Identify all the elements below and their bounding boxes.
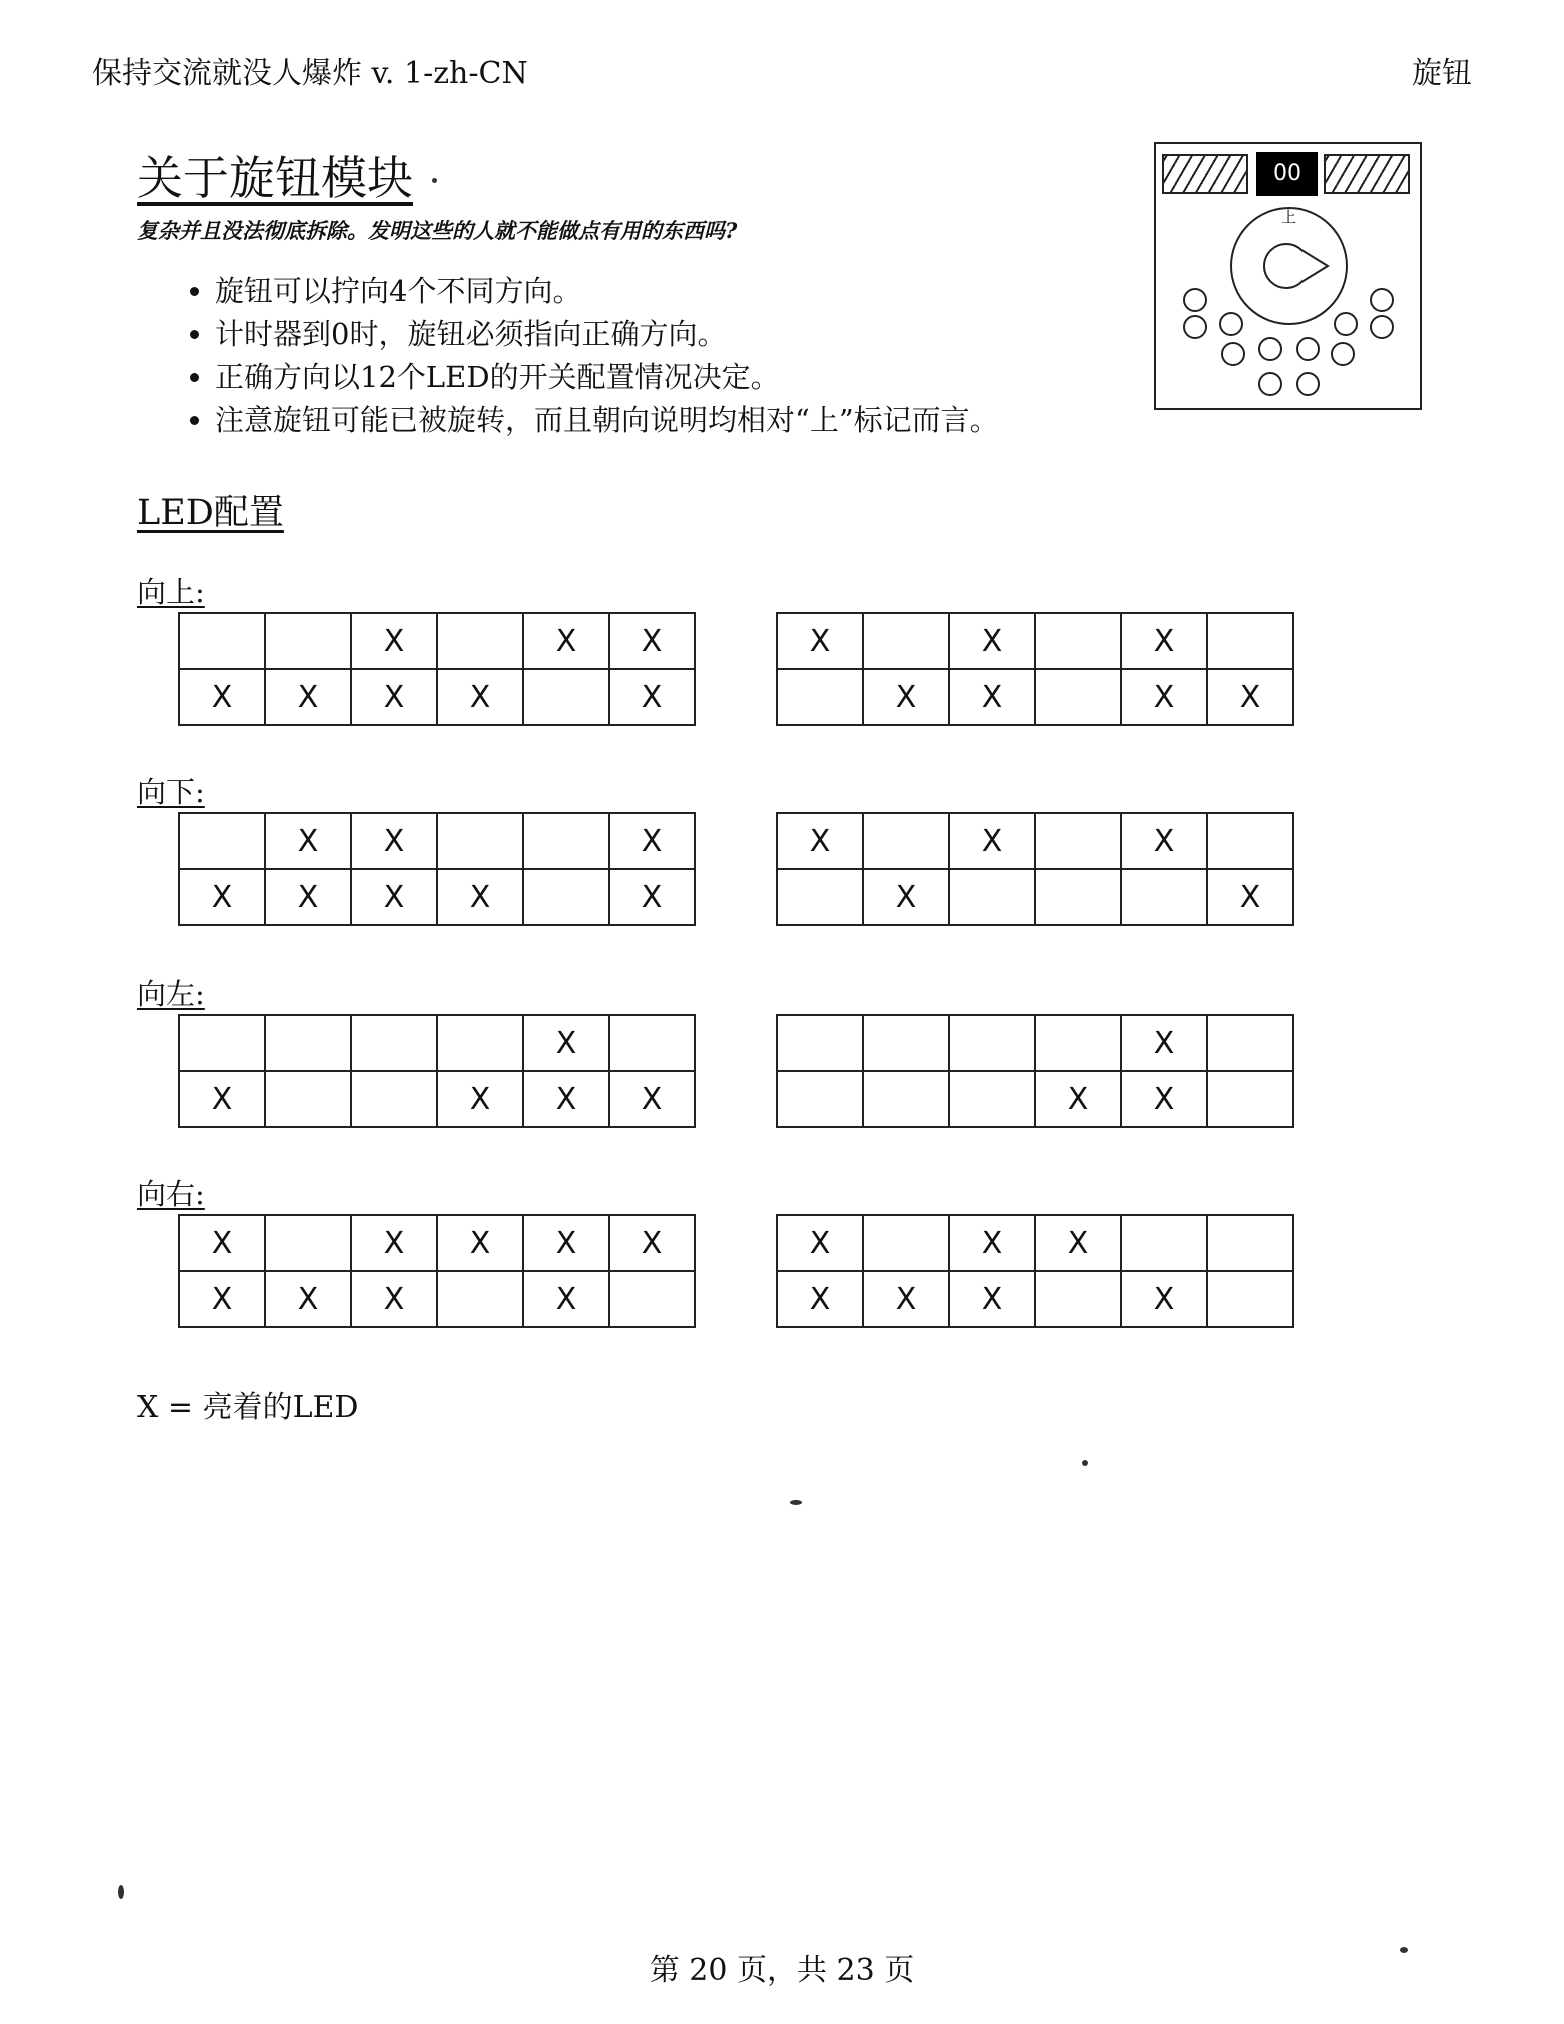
led-cell <box>777 869 863 925</box>
led-cell: X <box>523 1015 609 1071</box>
led-row <box>179 669 695 725</box>
led-icon <box>1259 373 1281 395</box>
led-cell: X <box>437 1215 523 1271</box>
led-indicators <box>1184 289 1393 395</box>
led-cell <box>265 1071 351 1127</box>
led-cell <box>949 869 1035 925</box>
rules-list <box>160 270 999 442</box>
led-cell <box>1121 869 1207 925</box>
scan-speck <box>1082 1460 1088 1466</box>
led-cell: X <box>863 869 949 925</box>
scan-speck <box>432 178 437 183</box>
led-cell <box>351 1015 437 1071</box>
led-row <box>179 869 695 925</box>
led-cell: X <box>777 1271 863 1327</box>
led-cell: X <box>863 1271 949 1327</box>
led-cell: X <box>609 669 695 725</box>
led-cell <box>863 1071 949 1127</box>
timer-display: 00 <box>1256 152 1318 196</box>
led-cell <box>863 1015 949 1071</box>
led-grid <box>776 1014 1294 1128</box>
led-icon <box>1184 316 1206 338</box>
led-cell: X <box>609 613 695 669</box>
led-cell <box>1207 613 1293 669</box>
led-cell: X <box>265 1271 351 1327</box>
led-cell: X <box>351 669 437 725</box>
led-cell <box>265 613 351 669</box>
led-cell: X <box>1121 1071 1207 1127</box>
led-cell: X <box>949 813 1035 869</box>
led-cell: X <box>437 1071 523 1127</box>
led-cell: X <box>523 1215 609 1271</box>
led-cell: X <box>351 1271 437 1327</box>
led-cell: X <box>1121 1015 1207 1071</box>
led-cell <box>863 613 949 669</box>
led-cell <box>777 1071 863 1127</box>
section-title: LED配置 <box>137 493 284 533</box>
led-cell: X <box>863 669 949 725</box>
led-cell: X <box>351 869 437 925</box>
led-cell: X <box>179 1271 265 1327</box>
led-cell <box>1207 1071 1293 1127</box>
scan-speck <box>790 1500 802 1505</box>
page-footer: 第 20 页，共 23 页 <box>649 1953 915 1988</box>
led-cell <box>1035 1015 1121 1071</box>
led-row <box>777 1215 1293 1271</box>
led-cell <box>949 1071 1035 1127</box>
scan-speck <box>118 1885 124 1899</box>
led-icon <box>1222 343 1244 365</box>
led-cell <box>777 1015 863 1071</box>
led-cell: X <box>523 1271 609 1327</box>
led-cell: X <box>609 1215 695 1271</box>
rule-item: • 正确方向以12个LED的开关配置情况决定。 <box>215 356 999 399</box>
knob-pointer-icon <box>1302 250 1328 282</box>
led-cell <box>863 1215 949 1271</box>
led-cell <box>1035 813 1121 869</box>
led-cell: X <box>949 1215 1035 1271</box>
led-cell: X <box>265 813 351 869</box>
led-cell: X <box>609 869 695 925</box>
led-cell: X <box>179 669 265 725</box>
led-icon <box>1335 313 1357 335</box>
legend: X = 亮着的LED <box>137 1390 359 1425</box>
direction-label: 向下: <box>137 775 205 809</box>
led-row <box>179 1015 695 1071</box>
led-cell <box>1207 1215 1293 1271</box>
led-row <box>179 1071 695 1127</box>
led-cell: X <box>1121 613 1207 669</box>
led-grid <box>776 812 1294 926</box>
led-cell <box>1207 1015 1293 1071</box>
led-cell: X <box>351 813 437 869</box>
led-cell <box>777 669 863 725</box>
led-cell: X <box>1035 1215 1121 1271</box>
led-row <box>777 813 1293 869</box>
led-row <box>179 813 695 869</box>
led-cell: X <box>265 869 351 925</box>
led-cell <box>1207 1271 1293 1327</box>
led-cell <box>1035 869 1121 925</box>
direction-label: 向上: <box>137 575 205 609</box>
header-manual-title: 保持交流就没人爆炸 v. 1-zh-CN <box>92 56 528 91</box>
led-cell <box>437 613 523 669</box>
led-row <box>777 1015 1293 1071</box>
led-grid <box>178 612 696 726</box>
header-module-name: 旋钮 <box>1412 56 1472 91</box>
led-cell: X <box>179 869 265 925</box>
led-cell: X <box>1121 1271 1207 1327</box>
led-cell <box>179 1015 265 1071</box>
led-grid <box>178 1014 696 1128</box>
led-grid <box>776 612 1294 726</box>
led-icon <box>1371 316 1393 338</box>
led-icon <box>1332 343 1354 365</box>
led-cell: X <box>351 1215 437 1271</box>
led-cell <box>523 813 609 869</box>
led-cell <box>179 613 265 669</box>
led-cell: X <box>1121 669 1207 725</box>
led-row <box>777 1071 1293 1127</box>
led-row <box>179 613 695 669</box>
direction-label: 向左: <box>137 977 205 1011</box>
led-cell: X <box>949 1271 1035 1327</box>
page-title: 关于旋钮模块 <box>137 151 413 205</box>
led-row <box>777 613 1293 669</box>
led-cell: X <box>179 1215 265 1271</box>
led-row <box>777 869 1293 925</box>
led-cell <box>1035 1271 1121 1327</box>
led-grid <box>178 1214 696 1328</box>
led-cell: X <box>437 669 523 725</box>
led-cell: X <box>609 1071 695 1127</box>
led-cell: X <box>609 813 695 869</box>
led-cell <box>609 1015 695 1071</box>
led-icon <box>1184 289 1206 311</box>
led-cell <box>437 1271 523 1327</box>
led-row <box>179 1215 695 1271</box>
rule-item: • 旋钮可以拧向4个不同方向。 <box>215 270 999 313</box>
led-cell <box>609 1271 695 1327</box>
led-icon <box>1220 313 1242 335</box>
led-cell: X <box>351 613 437 669</box>
led-icon <box>1297 338 1319 360</box>
led-grid <box>776 1214 1294 1328</box>
led-cell: X <box>437 869 523 925</box>
led-row <box>179 1271 695 1327</box>
led-cell: X <box>1207 869 1293 925</box>
led-cell <box>523 869 609 925</box>
led-cell: X <box>179 1071 265 1127</box>
led-cell: X <box>777 1215 863 1271</box>
led-cell: X <box>523 1071 609 1127</box>
up-marker: 上 <box>1281 208 1297 226</box>
led-cell: X <box>265 669 351 725</box>
led-grid <box>178 812 696 926</box>
led-cell: X <box>949 613 1035 669</box>
led-cell: X <box>1121 813 1207 869</box>
led-cell <box>437 1015 523 1071</box>
led-cell <box>863 813 949 869</box>
led-cell <box>1207 813 1293 869</box>
led-cell: X <box>949 669 1035 725</box>
led-cell <box>351 1071 437 1127</box>
led-cell: X <box>523 613 609 669</box>
led-cell <box>437 813 523 869</box>
led-cell <box>265 1215 351 1271</box>
led-icon <box>1371 289 1393 311</box>
led-cell <box>1121 1215 1207 1271</box>
scan-speck <box>1400 1947 1408 1953</box>
led-cell <box>523 669 609 725</box>
knob-module-illustration <box>1154 142 1422 410</box>
led-cell <box>265 1015 351 1071</box>
knob-center <box>1264 244 1308 288</box>
led-icon <box>1297 373 1319 395</box>
rule-item: • 注意旋钮可能已被旋转，而且朝向说明均相对“上”标记而言。 <box>215 399 999 442</box>
page-subtitle: 复杂并且没法彻底拆除。发明这些的人就不能做点有用的东西吗? <box>137 218 738 243</box>
led-icon <box>1259 338 1281 360</box>
led-cell: X <box>777 613 863 669</box>
led-cell <box>1035 613 1121 669</box>
led-row <box>777 1271 1293 1327</box>
led-cell <box>179 813 265 869</box>
direction-label: 向右: <box>137 1177 205 1211</box>
led-cell: X <box>777 813 863 869</box>
led-cell: X <box>1035 1071 1121 1127</box>
led-cell: X <box>1207 669 1293 725</box>
led-row <box>777 669 1293 725</box>
knob-svg <box>1156 144 1420 408</box>
led-cell <box>1035 669 1121 725</box>
led-cell <box>949 1015 1035 1071</box>
rule-item: • 计时器到0时，旋钮必须指向正确方向。 <box>215 313 999 356</box>
